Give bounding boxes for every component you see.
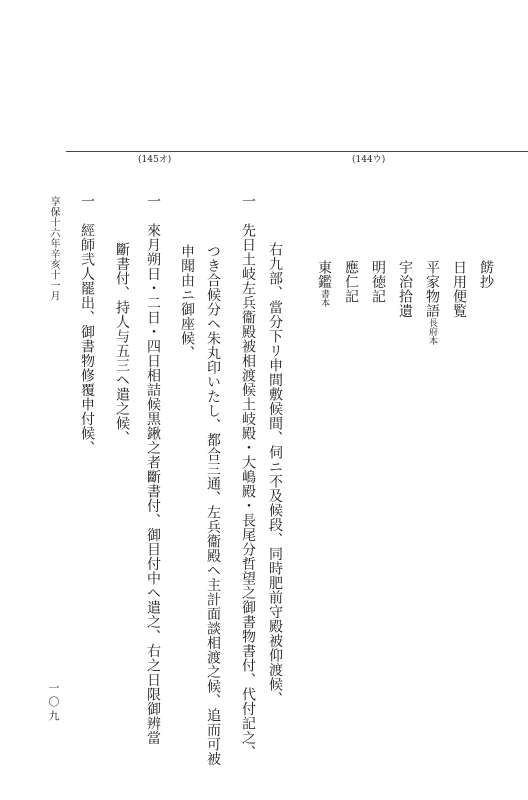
text-column: 日用便覧: [451, 260, 467, 318]
text-column: 斷書付、持人与五三ヘ遣之候、: [114, 242, 130, 445]
text-column: 東鑑書本: [316, 260, 332, 307]
text-column: 應仁記: [343, 260, 359, 304]
folio-left: (145オ): [138, 155, 172, 165]
text-column: 右九部、當分下リ申間敷候間、伺ニ不及候段、同時肥前守殿被仰渡候、: [267, 242, 283, 706]
text-column: 一 先日土岐左兵衞殿被相渡候土岐殿・大嶋殿・長尾分哲望之御書物書付、代付記之、: [240, 194, 256, 760]
text-column: 一 經師弐人罷出、御書物修覆申付候、: [79, 194, 95, 455]
running-footer-date: 享保十六年辛亥十一月: [48, 196, 59, 301]
text-column: 一 來月朔日・二日・四日相詰候黒鍬之者斷書付、御目付中ヘ遣之、右之日限御辨當: [145, 194, 161, 745]
page-number: 一〇九: [47, 682, 60, 724]
folio-right: (144ウ): [352, 155, 386, 165]
text-column: 宇治拾遺: [397, 260, 413, 318]
top-rule: [66, 151, 528, 152]
text-column: つき合候分ヘ朱丸印いたし、都合三通、左兵衞殿ヘ主計面談相渡之候、追而可被: [205, 244, 221, 766]
text-column: 申聞由ニ御座候、: [179, 244, 195, 360]
text-column: 餝抄: [478, 260, 494, 289]
text-column: 明徳記: [370, 260, 386, 304]
text-column: 平家物語長府本: [424, 260, 440, 345]
